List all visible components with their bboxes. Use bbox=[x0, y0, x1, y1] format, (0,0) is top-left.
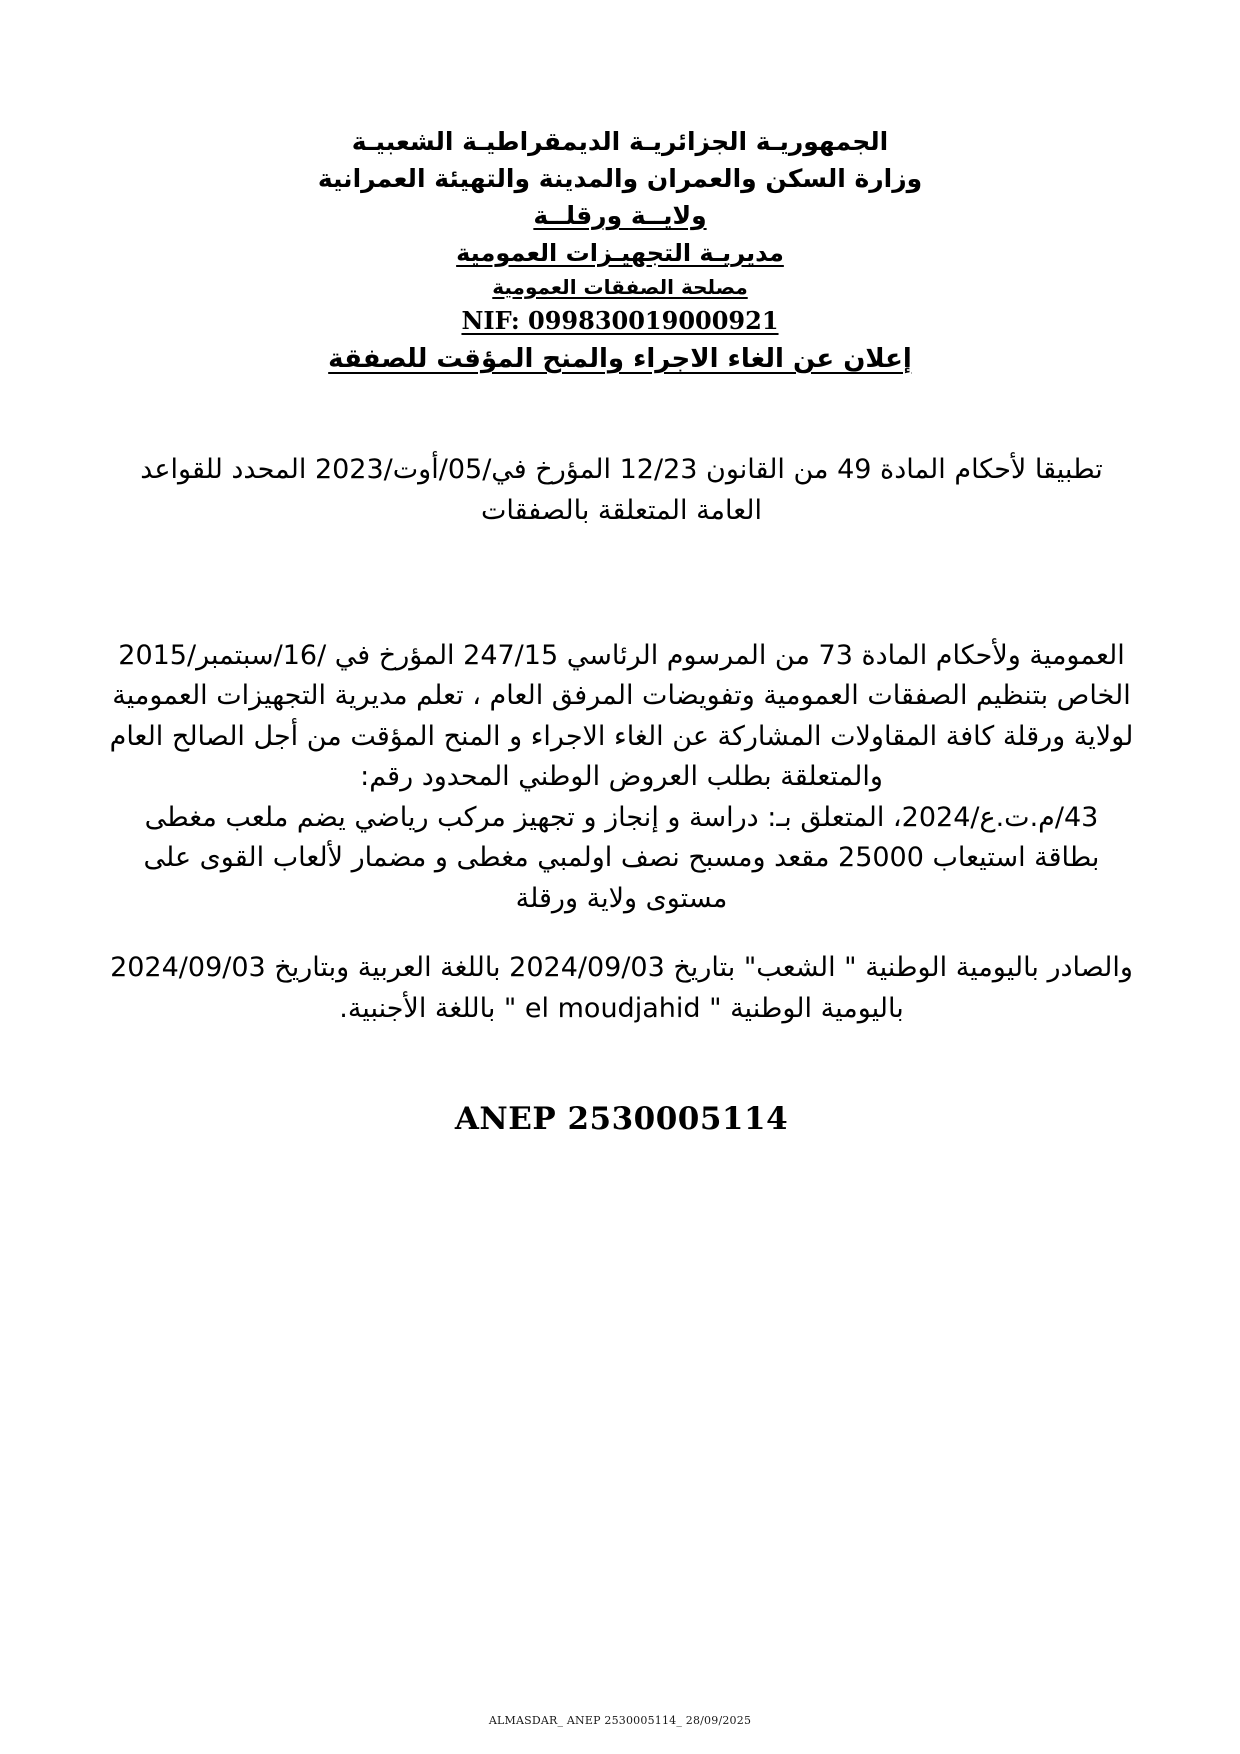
footer-source-line: ALMASDAR_ ANEP 2530005114_ 28/09/2025 bbox=[488, 1714, 752, 1727]
paragraph-law-reference bbox=[108, 449, 1135, 531]
main-line-3: المرفق العام ، تعلم مديرية التجهيزات العمومية لولاية ورقلة كافة bbox=[112, 680, 1134, 752]
paragraph-main-notice bbox=[108, 636, 1135, 798]
document-header bbox=[0, 0, 1240, 377]
publication-line-arabic: والصادر باليومية الوطنية " الشعب" بتاريخ 2024/09/03 باللغة العربية bbox=[357, 952, 1133, 984]
tender-number-line: 43/م.ت.ع/2024، المتعلق بـ: دراسة و إنجاز و تجهيز مركب bbox=[437, 801, 1099, 833]
anep-reference: ANEP 2530005114 bbox=[454, 1101, 789, 1138]
publication-line-closing: الأجنبية. bbox=[339, 993, 427, 1025]
main-line-2: في /16/سبتمبر/2015 الخاص بتنظيم الصفقات العمومية وتفويضات bbox=[118, 639, 1131, 712]
main-line-1: العمومية ولأحكام المادة 73 من المرسوم الرئاسي 247/15 المؤرخ bbox=[378, 639, 1125, 671]
paragraph-publication bbox=[108, 947, 1135, 1029]
publication-line-foreign-post: " باللغة bbox=[434, 993, 525, 1025]
document-body bbox=[0, 449, 1240, 1138]
header-service-line: مصلحة الصفقات العمومية bbox=[492, 274, 748, 299]
publication-line-foreign-pre: وبتاريخ 2024/09/03 باليومية الوطنية " bbox=[110, 952, 904, 1025]
header-nif-line: NIF: 099830019000921 bbox=[461, 305, 779, 335]
header-ministry-line: وزارة السكن والعمران والمدينة والتهيئة العمرانية bbox=[317, 163, 923, 193]
law-reference-line-2: المحدد للقواعد العامة المتعلقة بالصفقات bbox=[140, 453, 762, 526]
paragraph-tender-description bbox=[108, 798, 1135, 920]
main-line-5: العام والمتعلقة بطلب العروض الوطني المحدود رقم: bbox=[109, 720, 883, 793]
header-direction-line: مديريـة التجهيـزات العمومية bbox=[456, 238, 784, 267]
header-republic-line: الجمهوريـة الجزائريـة الديمقراطيـة الشعبيـة bbox=[351, 127, 889, 156]
header-wilaya-line: ولايــة ورقلــة bbox=[533, 201, 707, 230]
project-description-line-2: اولمبي مغطى و مضمار لألعاب القوى على مستوى ولاية ورقلة bbox=[143, 842, 728, 914]
announcement-title: إعلان عن الغاء الاجراء والمنح المؤقت للصفقة bbox=[328, 343, 912, 374]
project-description-line-1: رياضي يضم ملعب مغطى بطاقة استيعاب 25000 مقعد ومسبح نصف bbox=[144, 801, 1100, 874]
main-line-4: المقاولات المشاركة عن الغاء الاجراء و المنح المؤقت من أجل الصالح bbox=[171, 720, 938, 752]
newspaper-name-latin: el moudjahid bbox=[524, 993, 701, 1025]
law-reference-line-1: تطبيقا لأحكام المادة 49 من القانون 12/23 المؤرخ في/05/أوت/2023 bbox=[314, 453, 1103, 485]
